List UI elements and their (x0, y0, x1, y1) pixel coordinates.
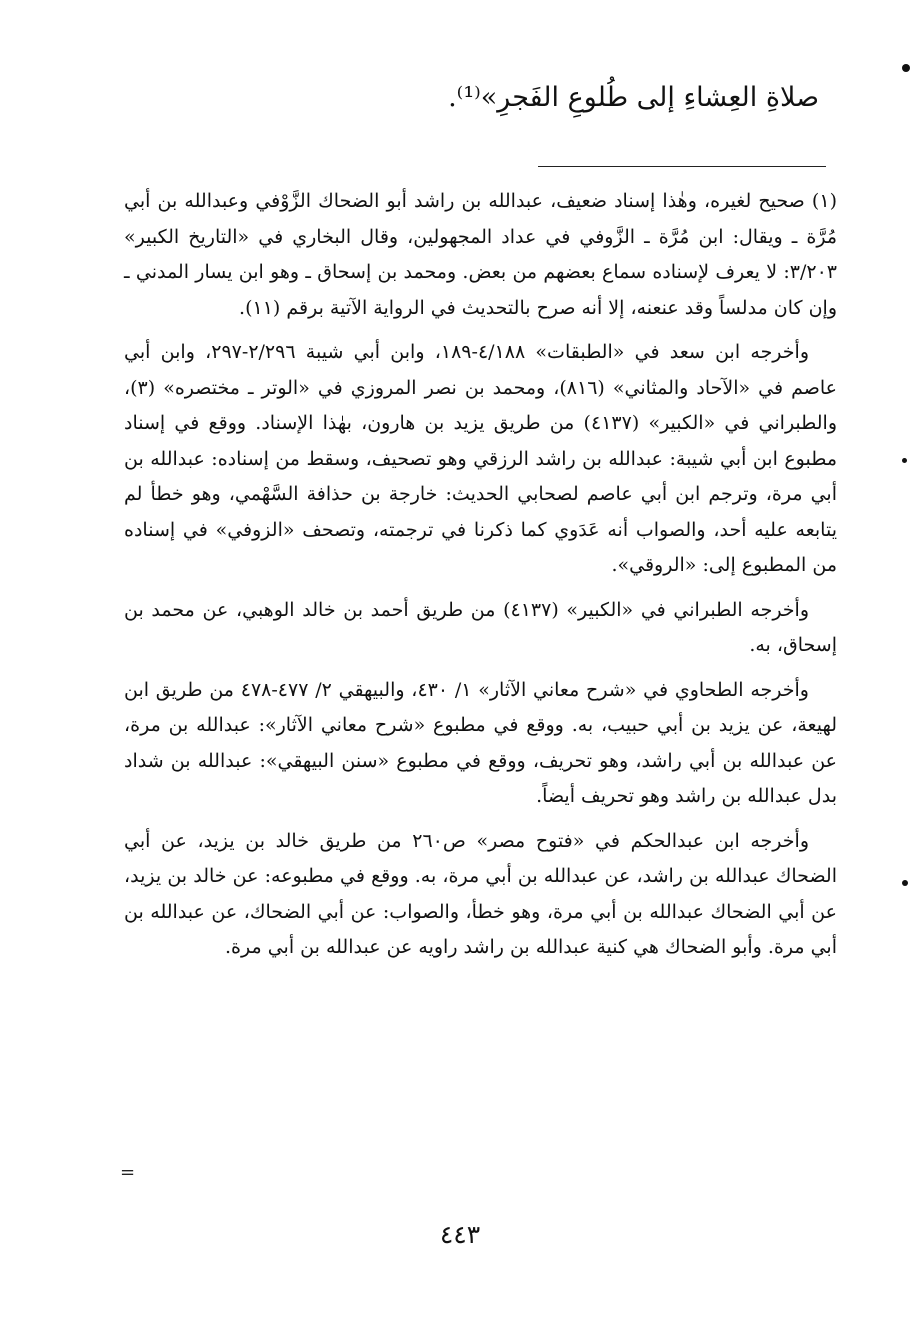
footnote-paragraph: وأخرجه ابن عبدالحكم في «فتوح مصر» ص٢٦٠ من طريق خالد بن يزيد، عن أبي الضحاك عبدالله بن راشد، عن عبدالله بن أبي مرة، به. ووقع في مطبوعه: عن خالد بن يزيد، عن أبي الضحاك عبدالله بن أبي مرة، وهو خطأ، والصواب: عن أبي الضحاك، عن عبدالله بن أبي مرة. وأبو الضحاك هي كنية عبدالله بن راشد راويه عن عبدالله بن أبي مرة. (124, 829, 837, 958)
footnote-separator (538, 166, 826, 167)
footnote-paragraph: وأخرجه الطبراني في «الكبير» (٤١٣٧) من طريق أحمد بن خالد الوهبي، عن محمد بن إسحاق، به. (124, 598, 837, 656)
footnote-paragraph: (١) صحيح لغيره، وهٰذا إسناد ضعيف، عبدالله بن راشد أبو الضحاك الزَّوْفي وعبدالله بن أبي مُرَّة ـ ويقال: ابن مُرَّة ـ الزَّوفي في عداد المجهولين، وقال البخاري في «التاريخ الكبير» ٣/٢٠٣: لا يعرف لإسناده سماع بعضهم من بعض. ومحمد بن إسحاق ـ وهو ابن يسار المدني ـ وإن كان مدلساً وقد عنعنه، إلا أنه صرح بالتحديث في الرواية الآتية برقم (١١). (124, 190, 837, 319)
main-text-line: صلاةِ العِشاءِ إلى طُلوعِ الفَجرِ»⁽¹⁾. (448, 82, 819, 113)
continuation-mark: = (120, 1162, 136, 1183)
footnote-paragraph: وأخرجه الطحاوي في «شرح معاني الآثار» ١/ ٤٣٠، والبيهقي ٢/ ٤٧٧-٤٧٨ من طريق ابن لهيعة، عن يزيد بن أبي حبيب، به. ووقع في مطبوع «شرح معاني الآثار»: عبدالله بن مرة، عن عبدالله بن أبي راشد، وهو تحريف، ووقع في مطبوع «سنن البيهقي»: عبدالله بن شداد بدل عبدالله بن راشد وهو تحريف أيضاً. (124, 678, 837, 807)
binding-hole-mark (902, 458, 907, 463)
footnotes (124, 184, 837, 975)
page-number: ٤٤٣ (439, 1220, 481, 1249)
binding-hole-mark (902, 64, 910, 72)
footnote-paragraph: وأخرجه ابن سعد في «الطبقات» ٤/١٨٨-١٨٩، وابن أبي شيبة ٢/٢٩٦-٢٩٧، وابن أبي عاصم في «الآحاد والمثاني» (٨١٦)، ومحمد بن نصر المروزي في «الوتر ـ مختصره» (٣)، والطبراني في «الكبير» (٤١٣٧) من طريق يزيد بن هارون، بهٰذا الإسناد. ووقع في إسناد مطبوع ابن أبي شيبة: عبدالله بن راشد الرزقي وهو تصحيف، وسقط من إسناده: عبدالله بن أبي مرة، وترجم ابن أبي عاصم لصحابي الحديث: خارجة بن حذافة السَّهْمي، وهو خطأ لم يتابعه عليه أحد، والصواب أنه عَدَوي كما ذكرنا في ترجمته، وتصحف «الزوفي» في إسناده من المطبوع إلى: «الروقي». (124, 341, 838, 576)
binding-hole-mark (902, 880, 908, 886)
